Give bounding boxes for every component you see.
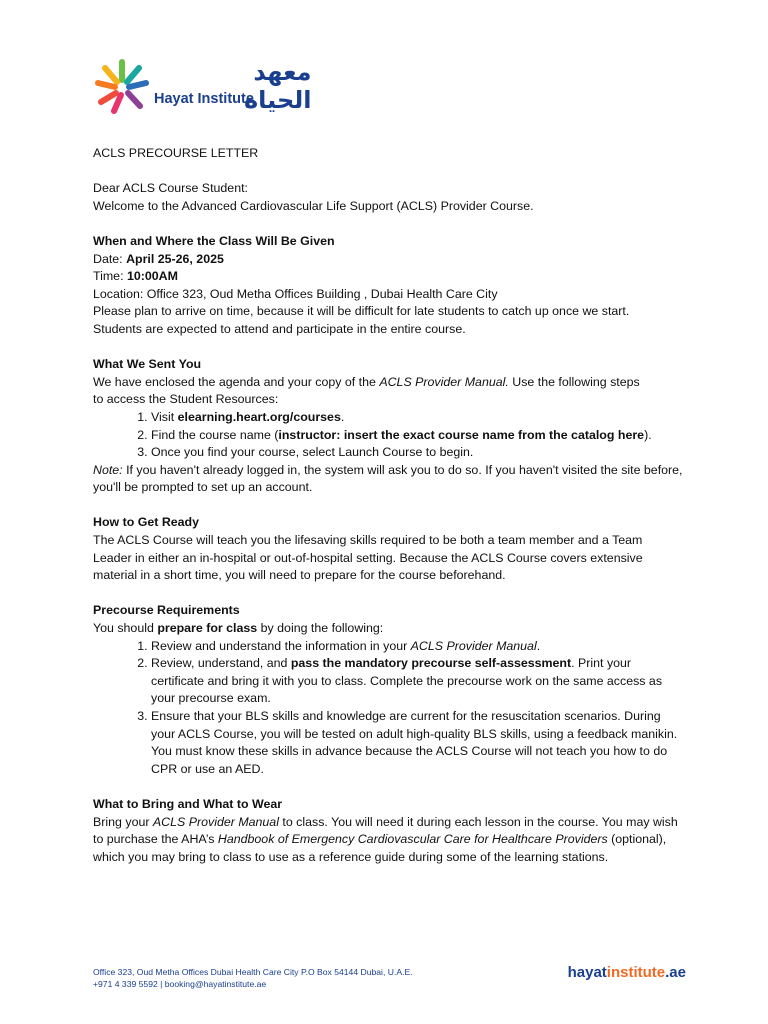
list-item: 1. Review and understand the information in your ACLS Provider Manual. xyxy=(151,638,683,656)
arrival-note: Please plan to arrive on time, because it will be difficult for late students to catch up once we start. xyxy=(93,304,630,319)
elearning-link: elearning.heart.org/courses xyxy=(177,409,341,424)
letter-heading: ACLS PRECOURSE LETTER xyxy=(93,146,259,160)
list-item: 1. Visit elearning.heart.org/courses. xyxy=(151,409,683,427)
login-note: Note: If you haven't already logged in, the system will ask you to do so. If you haven't visited the site before, you'll be prompted to set up an account. xyxy=(93,462,683,495)
list-item: 3. Ensure that your BLS skills and knowledge are current for the resuscitation scenarios. During your ACLS Course, you will be tested on adult high-quality BLS skills, using a feedback manikin. You must know these skills in advance because the ACLS Course will not teach you how to do CPR or use an AED. xyxy=(151,708,683,778)
ready-text: The ACLS Course will teach you the lifesaving skills required to be both a team member and a Team Leader in either an in-hospital or out-of-hospital setting. Because the ACLS Course covers extensive material in a short time, you will need to prepare for the course beforehand. xyxy=(93,533,643,583)
salutation: Dear ACLS Course Student: xyxy=(93,181,248,196)
section-title-requirements: Precourse Requirements xyxy=(93,603,240,618)
footer-address-block xyxy=(93,966,413,990)
section-title-bring: What to Bring and What to Wear xyxy=(93,796,283,811)
list-item: 2. Find the course name (instructor: insert the exact course name from the catalog here). xyxy=(151,427,683,445)
welcome-line: Welcome to the Advanced Cardiovascular Life Support (ACLS) Provider Course. xyxy=(93,198,534,213)
footer-address: Office 323, Oud Metha Offices Dubai Health Care City P.O Box 54144 Dubai, U.A.E. xyxy=(93,967,413,977)
requirements-intro: You should prepare for class by doing the following: xyxy=(93,621,384,636)
list-item: 2. Review, understand, and pass the mandatory precourse self-assessment. Print your certificate and bring it with you to class. Complete the precourse work on the same access as your precourse exam. xyxy=(151,655,683,708)
access-steps-list xyxy=(93,409,683,462)
requirements-list xyxy=(93,638,683,779)
footer-contact[interactable]: +971 4 339 5592 | booking@hayatinstitute.ae xyxy=(93,979,267,989)
time-line: Time: 10:00AM xyxy=(93,269,178,284)
bring-text: Bring your ACLS Provider Manual to class. You will need it during each lesson in the course. You may wish to purchase the AHA’s Handbook of Emergency Cardiovascular Care for Healthcare Providers (optional), which you may bring to class to use as a reference guide during some of the learning stations. xyxy=(93,814,678,864)
sent-intro: We have enclosed the agenda and your copy of the ACLS Provider Manual. Use the following steps xyxy=(93,374,640,389)
attendance-note: Students are expected to attend and participate in the entire course. xyxy=(93,321,466,336)
letter-body xyxy=(93,145,683,866)
date-line: Date: April 25-26, 2025 xyxy=(93,251,224,266)
list-item: 3. Once you find your course, select Launch Course to begin. xyxy=(151,444,683,462)
sent-intro-cont: to access the Student Resources: xyxy=(93,392,279,407)
section-title-when-where: When and Where the Class Will Be Given xyxy=(93,233,335,248)
starburst-icon xyxy=(92,56,152,116)
section-title-sent: What We Sent You xyxy=(93,357,202,372)
location-line: Location: Office 323, Oud Metha Offices Building , Dubai Health Care City xyxy=(93,286,498,301)
footer-website[interactable]: hayatinstitute.ae xyxy=(567,964,686,981)
logo-english-text: Hayat Institute xyxy=(154,91,254,107)
section-title-ready: How to Get Ready xyxy=(93,515,200,530)
logo-arabic-text: معهد الحياة xyxy=(244,58,312,114)
hayat-logo xyxy=(92,56,312,120)
